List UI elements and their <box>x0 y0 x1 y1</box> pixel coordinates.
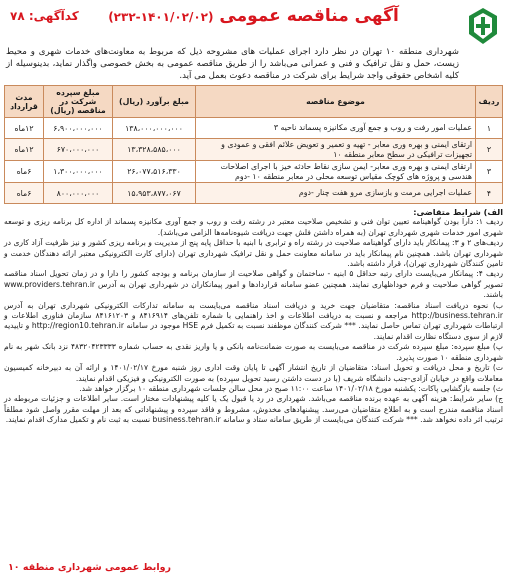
row-number: ۲ <box>476 139 503 161</box>
terms-heading: الف) شرایط متقاضی: <box>413 207 503 217</box>
row-number: ۴ <box>476 183 503 204</box>
row-duration: ۱۲ماه <box>5 118 44 139</box>
terms-paragraph: ب) نحوه دریافت اسناد مناقصه: متقاضیان جهت خرید و دریافت اسناد مناقصه می‌بایست به سامانه تدارکات الکترونیکی شهرداری تهران به آدرس http://business.tehran.ir مراجعه و نسبت به دریافت اطلاعات و اخذ راهنمایی با شماره تلفن‌های ۸۴۱۶۹۱۴ و ۸۴۱۶۱۲۰۳ سازمان فناوری اطلاعات و ارتباطات شهرداری تهران تماس حاصل نمایند. *** شرکت کنندگان موظفند نسبت به تکمیل فرم HSE موجود در سامانه http://region10.tehran.ir و تاییدیه لازم از سوی دستگاه نظارت اقدام نمایند. <box>4 300 504 341</box>
terms-paragraph: ردیف ۱: دارا بودن گواهینامه تعیین توان فنی و تشخیص صلاحیت معتبر در رشته رفت و روب و جمع آوری مکانیزه پسماند از اداره کل برنامه ریزی و توسعه شهری امور خدمات شهری شهرداری تهران (به همراه داشتن فلش جهت دریافت شیوه‌نامه‌ها الزامی می‌باشد). <box>4 217 503 237</box>
ad-number: کدآگهی: ۷۸ <box>10 9 79 23</box>
row-duration: ۱۲ماه <box>5 139 44 161</box>
row-deposit: ۸۰۰،۰۰۰،۰۰۰ <box>44 183 113 204</box>
row-subject: ارتقای ایمنی و بهره وری معابر - تهیه و تعمیر و تعویض علائم افقی و عمودی و تجهیزات ترافیکی در سطح معابر منطقه ۱۰ <box>196 139 476 161</box>
table-header-row <box>5 86 503 118</box>
row-deposit: ۱،۳۰۰،۰۰۰،۰۰۰ <box>44 161 113 183</box>
row-deposit: ۶۷۰،۰۰۰،۰۰۰ <box>44 139 113 161</box>
terms-paragraph: ث) جلسه بازگشایی پاکات: یکشنبه مورخ ۱۴۰۱/۰۲/۱۸ ساعت ۱۱:۰۰ صبح در محل سالن جلسات شهرداری منطقه ۱۰ برگزار خواهد شد. <box>79 383 503 393</box>
row-duration: ۶ماه <box>5 183 44 204</box>
tender-table <box>4 85 503 204</box>
row-number: ۱ <box>476 118 503 139</box>
table-row <box>5 118 503 139</box>
ad-title-text: آگهی مناقصه عمومی <box>219 6 399 26</box>
header-duration: مدت قرارداد <box>5 86 44 118</box>
header-row-number: ردیف <box>476 86 503 118</box>
table-row <box>5 139 503 161</box>
header <box>4 4 503 38</box>
terms-paragraph: ردیف‌های ۲ و ۳: پیمانکار باید دارای گواهینامه صلاحیت در رشته راه و ترابری با ابنیه با حداقل پایه پنج از مدیریت و برنامه ریزی کشور و نیز ظرفیت آزاد کاری در شهرداری تهران باشد. همچنین نام پیمانکار باید در سامانه معاونت حمل و نقل ترافیک شهرداری تهران (دارای کارت الکترونیکی معتبر ارائه دهندگان خدمت و تامین کنندگان شهرداری تهران)، قرار داشته باشد. <box>4 238 503 269</box>
row-duration: ۶ماه <box>5 161 44 183</box>
terms-paragraph: پ) مبلغ سپرده: مبلغ سپرده شرکت در مناقصه می‌بایست به صورت ضمانت‌نامه بانکی و یا واریز نقدی به حساب شماره ۴۸۳۲۰۴۲۳۳۳۳ نزد بانک شهر به نام شهرداری منطقه ۱۰ صورت پذیرد. <box>4 342 503 362</box>
ad-date: (۱۴۰۱/۰۲/۰۲-۲۳۲) <box>108 10 214 24</box>
row-estimate: ۱۳،۳۲۸،۵۸۵،۰۰۰ <box>113 139 196 161</box>
intro-text: شهرداری منطقه ۱۰ تهران در نظر دارد اجرای عملیات های مشروحه ذیل که مربوط به معاونت‌های خدمات شهری و محیط زیست، حمل و نقل ترافیک و فنی و عمرانی می‌باشد را از طریق مناقصه عمومی به بخش خصوصی واگذار نماید، بدینوسیله از کلیه اشخاص حقوقی واجد شرایط برای شرکت در مناقصه دعوت بعمل می آید. <box>6 47 459 81</box>
terms-paragraph: ردیف ۴: پیمانکار می‌بایست دارای رتبه حداقل ۵ ابنیه - ساختمان و گواهی صلاحیت از سازمان برنامه و بودجه کشور را دارا و در زمان تحویل اسناد مناقصه تصویر گواهی صلاحیت و فرم خوداظهاری نمایند. همچنین عضو سامانه قراردادها و امور پیمانکاران در شهرداری تهران به آدرس www.providers.tehran.ir باشند. <box>4 269 503 300</box>
terms-section <box>4 207 503 426</box>
footer-signature: روابط عمومی شهرداری منطقه ۱۰ <box>8 562 171 573</box>
row-subject: عملیات امور رفت و روب و جمع آوری مکانیزه پسماند ناحیه ۳ <box>196 118 476 139</box>
row-number: ۳ <box>476 161 503 183</box>
terms-paragraph: ج) سایر شرایط: هزینه آگهی به عهده برنده مناقصه می‌باشد. شهرداری در رد یا قبول یک یا کلیه پیشنهادات مختار است. سایر اطلاعات و جزئیات مربوطه در اسناد مناقصه مندرج است و به اطلاع متقاضیان می‌رسد. پیشنهادهای مخدوش، مشروط و فاقد سپرده و پیشنهاداتی که بعد از مهلت مقرر واصل شود مطلقاً ترتیب اثر داده نخواهد شد. *** شرکت کنندگان می‌بایست از طریق سامانه ستاد و سامانه business.tehran.ir نسبت به ثبت نام و تکمیل مدارک اقدام نمایند. <box>4 394 503 425</box>
table-row <box>5 161 503 183</box>
row-subject: عملیات اجرایی مرمت و بازسازی مرو هفت چنار -دوم <box>196 183 476 204</box>
terms-paragraph: ت) تاریخ و محل دریافت و تحویل اسناد: متقاضیان از تاریخ انتشار آگهی تا پایان وقت اداری روز شنبه مورخ ۱۴۰۱/۰۲/۱۷ و ارائه آن به دبیرخانه کمیسیون معاملات واقع در خیابان آزادی-جنب دانشگاه شریف (با در دست داشتن رسید تحویل سپرده) به صورت الکترونیکی و فیزیکی اقدام نمایند. <box>4 363 503 383</box>
header-estimate: مبلغ برآورد (ریال) <box>113 86 196 118</box>
row-estimate: ۲۶،۰۷۷،۵۱۶،۳۳۰ <box>113 161 196 183</box>
row-deposit: ۶،۹۰۰،۰۰۰،۰۰۰ <box>44 118 113 139</box>
header-subject: موضوع مناقصه <box>196 86 476 118</box>
row-estimate: ۱۵،۹۵۳،۸۷۷،۰۶۷ <box>113 183 196 204</box>
header-deposit: مبلغ سپرده شرکت در مناقصه (ریال) <box>44 86 113 118</box>
table-row <box>5 183 503 204</box>
row-estimate: ۱۳۸،۰۰۰،۰۰۰،۰۰۰ <box>113 118 196 139</box>
row-subject: ارتقای ایمنی و بهره وری معابر- ایمن سازی نقاط حادثه خیز با اجرای اصلاحات هندسی و پروژه های کوچک مقیاس توسعه محلی در معابر منطقه ۱۰ -دوم <box>196 161 476 183</box>
